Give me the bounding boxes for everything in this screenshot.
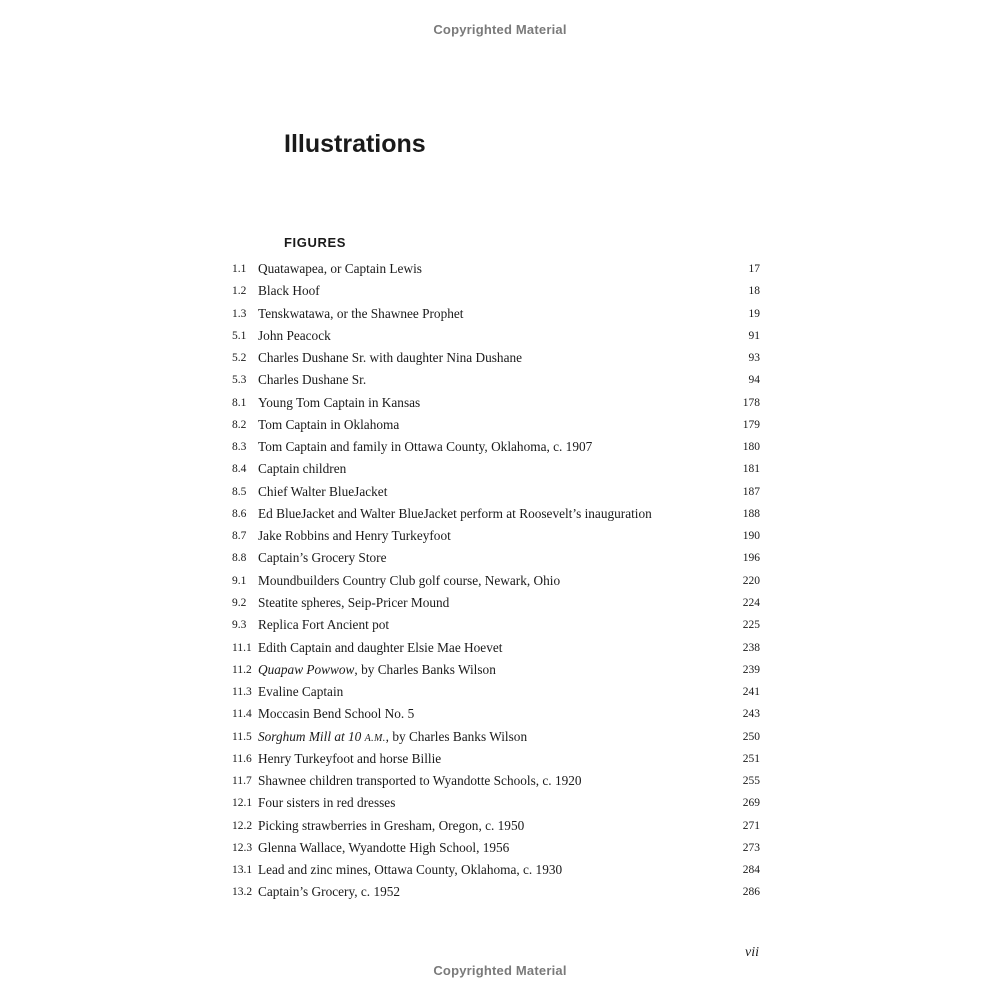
figure-number: 8.3	[232, 441, 247, 454]
figure-caption: Ed BlueJacket and Walter BlueJacket perform at Roosevelt’s inauguration	[258, 505, 652, 521]
figure-entry	[232, 258, 760, 280]
figure-number: 11.2	[232, 663, 252, 676]
figure-number: 1.2	[232, 285, 247, 298]
figure-entry	[232, 592, 760, 614]
figure-caption: Chief Walter BlueJacket	[258, 483, 388, 499]
figure-caption: Captain children	[258, 461, 347, 477]
figure-number: 12.3	[232, 841, 253, 854]
figure-entry	[232, 815, 760, 837]
page-title: Illustrations	[284, 130, 426, 158]
figure-caption: Black Hoof	[258, 283, 320, 299]
figure-entry	[232, 614, 760, 636]
figure-entry	[232, 325, 760, 347]
figure-caption: Evaline Captain	[258, 684, 344, 700]
figure-entry	[232, 792, 760, 814]
page-number: 251	[742, 752, 760, 765]
page-number: 271	[742, 819, 760, 832]
artwork-title	[258, 729, 386, 744]
figure-caption: Quatawapea, or Captain Lewis	[258, 261, 422, 276]
page-number: 181	[742, 463, 760, 476]
figure-caption: Glenna Wallace, Wyandotte High School, 1956	[258, 839, 510, 855]
page-number: 17	[748, 263, 760, 275]
page-number: 180	[742, 441, 760, 454]
copyright-watermark-top: Copyrighted Material	[433, 22, 567, 37]
page-number: 241	[742, 686, 760, 699]
page-number: 284	[742, 864, 760, 877]
figure-caption	[258, 659, 496, 681]
figure-caption: Captain’s Grocery, c. 1952	[258, 884, 401, 900]
figure-caption: Moundbuilders Country Club golf course, Newark, Ohio	[258, 572, 561, 588]
figure-number: 11.1	[232, 641, 252, 654]
figure-entry	[232, 748, 760, 770]
figure-number: 12.1	[232, 797, 253, 810]
page-number: 220	[742, 574, 760, 587]
figure-entry	[232, 570, 760, 592]
figure-entry	[232, 525, 760, 547]
figure-number: 11.5	[232, 730, 252, 743]
figure-caption: Young Tom Captain in Kansas	[258, 394, 421, 410]
page-number: 187	[742, 485, 760, 498]
figure-number: 5.2	[232, 352, 247, 365]
figure-caption: Moccasin Bend School No. 5	[258, 706, 415, 722]
figure-number: 9.2	[232, 596, 247, 609]
figure-number: 11.4	[232, 708, 252, 721]
figure-entry	[232, 280, 760, 302]
figure-entry	[232, 881, 760, 903]
figure-caption: Lead and zinc mines, Ottawa County, Oklahoma, c. 1930	[258, 862, 563, 878]
caption-rest: , by Charles Banks Wilson	[385, 728, 528, 744]
figure-number: 5.3	[232, 374, 247, 387]
figure-caption: Steatite spheres, Seip-Pricer Mound	[258, 594, 450, 610]
figure-number: 8.5	[232, 485, 247, 498]
figure-caption: Charles Dushane Sr. with daughter Nina Dushane	[258, 350, 523, 366]
page-number: 178	[742, 396, 760, 409]
figure-entry	[232, 303, 760, 325]
artwork-title: Quapaw Powwow	[258, 661, 355, 677]
page-number: 238	[742, 641, 760, 654]
figure-number: 8.1	[232, 396, 247, 409]
figure-number: 9.1	[232, 574, 247, 587]
figure-entry	[232, 414, 760, 436]
figure-number: 12.2	[232, 819, 253, 832]
page-number: 239	[742, 663, 760, 676]
figure-entry	[232, 637, 760, 659]
figure-caption: Tom Captain in Oklahoma	[258, 416, 400, 432]
page-number: 269	[742, 797, 760, 810]
figure-entry	[232, 481, 760, 503]
figure-entry	[232, 392, 760, 414]
figure-entry	[232, 726, 760, 748]
page-number: 93	[748, 352, 760, 365]
figure-number: 1.3	[232, 307, 247, 320]
figure-number: 8.4	[232, 463, 247, 476]
figure-number: 9.3	[232, 619, 247, 632]
figure-number: 11.7	[232, 775, 252, 788]
page-folio: vii	[745, 945, 759, 960]
figure-number: 8.2	[232, 418, 247, 431]
figure-number: 5.1	[232, 329, 247, 342]
figure-entry	[232, 703, 760, 725]
page-number: 225	[742, 619, 760, 632]
figure-number: 1.1	[232, 263, 247, 275]
figure-caption: Shawnee children transported to Wyandotte Schools, c. 1920	[258, 773, 582, 789]
page-number: 19	[748, 307, 760, 320]
artwork-title-text: Sorghum Mill at 10	[258, 728, 365, 744]
figure-caption: Edith Captain and daughter Elsie Mae Hoevet	[258, 639, 503, 655]
figure-caption: Charles Dushane Sr.	[258, 372, 367, 388]
figure-entry	[232, 458, 760, 480]
page-number: 179	[742, 418, 760, 431]
figure-caption: Picking strawberries in Gresham, Oregon, c. 1950	[258, 817, 525, 833]
figure-entry	[232, 659, 760, 681]
page-number: 243	[742, 708, 760, 721]
page-number: 188	[742, 507, 760, 520]
figure-entry	[232, 837, 760, 859]
figure-entry	[232, 770, 760, 792]
time-smallcaps: A.M.	[364, 732, 386, 744]
figure-caption: Tenskwatawa, or the Shawnee Prophet	[258, 305, 464, 321]
page-number: 250	[742, 730, 760, 743]
figure-entry	[232, 436, 760, 458]
figure-caption: Replica Fort Ancient pot	[258, 617, 390, 633]
figure-entry	[232, 859, 760, 881]
page-number: 18	[748, 285, 760, 298]
page-number: 255	[742, 775, 760, 788]
figures-heading: FIGURES	[284, 235, 346, 250]
page-number: 91	[748, 329, 760, 342]
caption-rest: , by Charles Banks Wilson	[354, 661, 496, 677]
figure-number: 13.1	[232, 864, 253, 877]
figure-caption: Jake Robbins and Henry Turkeyfoot	[258, 528, 451, 544]
figure-caption: Captain’s Grocery Store	[258, 550, 387, 566]
figure-entry	[232, 503, 760, 525]
figure-entry	[232, 369, 760, 391]
figure-number: 11.3	[232, 686, 252, 699]
figure-entry	[232, 347, 760, 369]
copyright-watermark-bottom: Copyrighted Material	[433, 963, 567, 978]
page-number: 286	[742, 886, 760, 899]
figure-caption	[258, 726, 527, 750]
figure-number: 8.6	[232, 507, 247, 520]
page-number: 190	[742, 530, 760, 543]
page-number: 224	[742, 596, 760, 609]
figure-number: 11.6	[232, 752, 252, 765]
figure-entry	[232, 681, 760, 703]
page-number: 94	[748, 374, 760, 387]
figure-caption: John Peacock	[258, 327, 331, 343]
figure-caption: Tom Captain and family in Ottawa County, Oklahoma, c. 1907	[258, 439, 593, 455]
figure-caption: Four sisters in red dresses	[258, 795, 396, 811]
page-number: 273	[742, 841, 760, 854]
figures-list	[232, 258, 760, 904]
figure-entry	[232, 547, 760, 569]
figure-number: 8.8	[232, 552, 247, 565]
page-number: 196	[742, 552, 760, 565]
figure-number: 13.2	[232, 886, 253, 899]
figure-number: 8.7	[232, 530, 247, 543]
figure-caption: Henry Turkeyfoot and horse Billie	[258, 750, 442, 766]
